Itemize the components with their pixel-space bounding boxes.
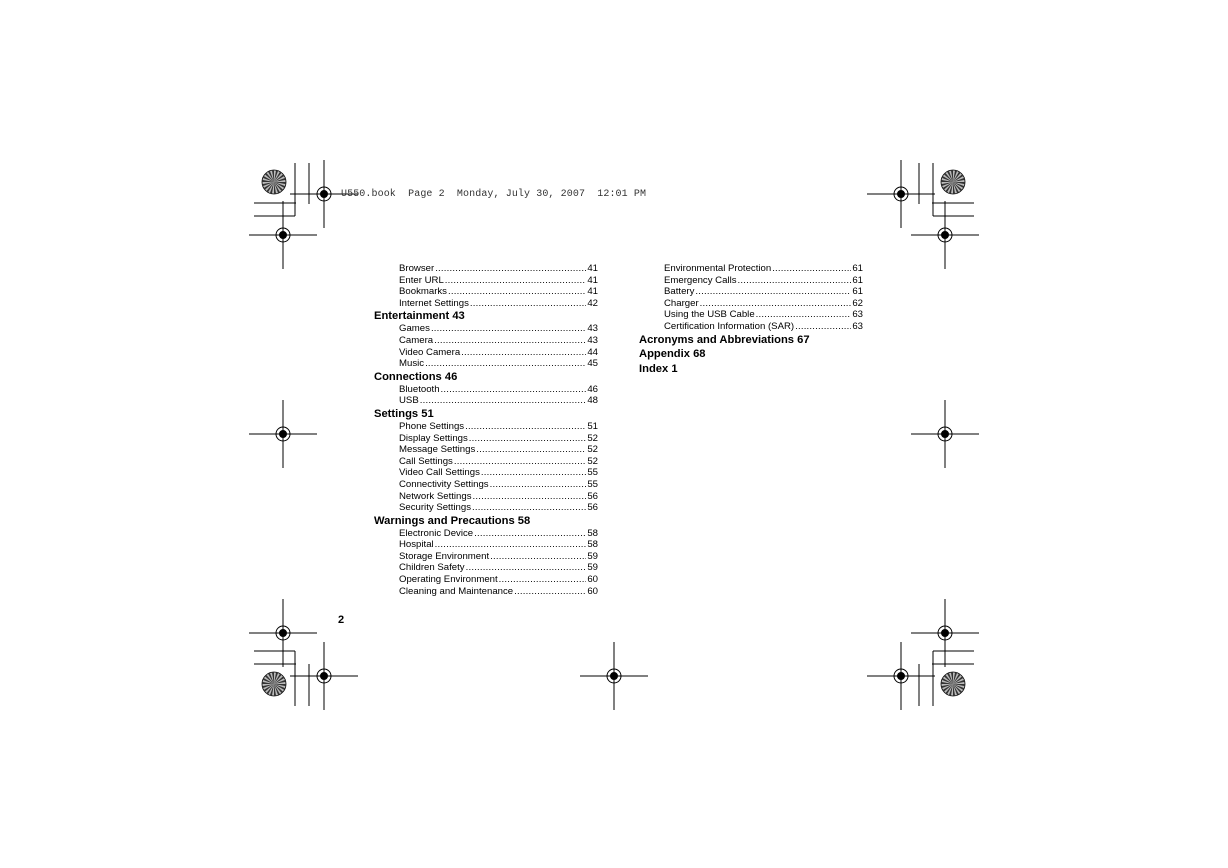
- toc-entry-title: Display Settings: [399, 432, 468, 444]
- toc-entry: [664, 275, 863, 287]
- toc-entry: [399, 323, 598, 335]
- dot-leader: [465, 421, 586, 433]
- dot-leader: [738, 275, 852, 287]
- registration-mark: [911, 400, 979, 468]
- print-slug: U550.book Page 2 Monday, July 30, 2007 12:01 PM: [341, 189, 647, 200]
- dot-leader: [466, 562, 587, 574]
- toc-entry: [399, 335, 598, 347]
- dot-leader: [469, 433, 587, 445]
- toc-entry-title: Cleaning and Maintenance: [399, 585, 514, 597]
- toc-entry-title: Call Settings: [399, 455, 453, 467]
- toc-entry-page: 45: [587, 358, 598, 370]
- dot-leader: [472, 502, 586, 514]
- toc-entry: [399, 275, 598, 287]
- star-target-mark: [262, 672, 286, 696]
- toc-entry-title: Enter URL: [399, 274, 444, 286]
- registration-mark: [249, 400, 317, 468]
- toc-section-heading: Warnings and Precautions 58: [374, 514, 531, 527]
- toc-entry-page: 41: [587, 263, 598, 274]
- toc-entry-title: Camera: [399, 334, 434, 346]
- dot-leader: [435, 263, 586, 275]
- registration-mark: [867, 642, 935, 710]
- toc-entry-page: 55: [587, 467, 598, 479]
- registration-mark: [911, 599, 979, 667]
- toc-group: [374, 323, 598, 369]
- registration-mark: [911, 201, 979, 269]
- toc-entry-page: 52: [587, 432, 598, 444]
- toc-entry: [399, 562, 598, 574]
- toc-entry-title: Children Safety: [399, 562, 465, 574]
- toc-section-heading: Entertainment 43: [374, 310, 465, 323]
- toc-entry-title: Bookmarks: [399, 286, 447, 298]
- registration-mark: [580, 642, 648, 710]
- toc-entry: [664, 263, 863, 275]
- toc-left-column: [374, 263, 598, 597]
- toc-entry-title: Video Call Settings: [399, 467, 480, 479]
- toc-entry-title: Video Camera: [399, 346, 461, 358]
- toc-group: [374, 263, 598, 309]
- toc-entry-page: 62: [852, 297, 863, 309]
- toc-right-column: [639, 263, 863, 376]
- toc-entry: [399, 444, 598, 456]
- toc-entry-title: Security Settings: [399, 502, 471, 514]
- dot-leader: [425, 358, 586, 370]
- dot-leader: [431, 323, 586, 335]
- toc-entry: [399, 456, 598, 468]
- toc-entry-title: Internet Settings: [399, 297, 469, 309]
- toc-section-heading: Appendix 68: [639, 348, 706, 361]
- toc-entry-title: Games: [399, 323, 430, 335]
- toc-entry-page: 46: [587, 383, 598, 395]
- toc-entry-page: 58: [587, 539, 598, 551]
- toc-entry: [399, 433, 598, 445]
- toc-section-heading: Index 1: [639, 362, 678, 375]
- dot-leader: [490, 479, 587, 491]
- dot-leader: [756, 309, 852, 321]
- toc-entry-title: Electronic Device: [399, 527, 474, 539]
- dot-leader: [514, 586, 586, 598]
- toc-entry-title: Connectivity Settings: [399, 478, 489, 490]
- toc-entry-page: 58: [587, 527, 598, 539]
- toc-entry-page: 51: [587, 420, 598, 432]
- toc-entry: [399, 551, 598, 563]
- toc-entry: [399, 384, 598, 396]
- toc-entry: [399, 263, 598, 275]
- toc-entry-title: Storage Environment: [399, 550, 490, 562]
- dot-leader: [454, 456, 586, 468]
- toc-entry-page: 61: [852, 263, 863, 274]
- toc-section-heading: Acronyms and Abbreviations 67: [639, 333, 810, 346]
- toc-entry-page: 43: [587, 323, 598, 335]
- dot-leader: [474, 528, 586, 540]
- dot-leader: [441, 384, 587, 396]
- toc-entry-title: Certification Information (SAR): [664, 320, 795, 332]
- toc-entry: [399, 421, 598, 433]
- toc-entry-page: 63: [852, 309, 863, 321]
- toc-entry-page: 56: [587, 502, 598, 514]
- toc-entry-title: Network Settings: [399, 490, 472, 502]
- toc-entry-title: Hospital: [399, 539, 434, 551]
- star-target-mark: [941, 170, 965, 194]
- dot-leader: [481, 467, 586, 479]
- toc-entry-page: 61: [852, 274, 863, 286]
- dot-leader: [490, 551, 586, 563]
- dot-leader: [448, 286, 586, 298]
- toc-entry-page: 60: [587, 574, 598, 586]
- toc-entry-page: 59: [587, 562, 598, 574]
- dot-leader: [772, 263, 851, 275]
- toc-entry-title: USB: [399, 395, 419, 407]
- toc-entry: [399, 491, 598, 503]
- toc-entry: [399, 358, 598, 370]
- registration-mark: [249, 599, 317, 667]
- toc-entry-page: 52: [587, 455, 598, 467]
- toc-entry: [399, 467, 598, 479]
- star-target-mark: [941, 672, 965, 696]
- dot-leader: [499, 574, 587, 586]
- dot-leader: [434, 335, 586, 347]
- toc-group: [374, 528, 598, 598]
- registration-mark: [249, 201, 317, 269]
- toc-section-heading: Settings 51: [374, 407, 434, 420]
- star-target-mark: [262, 170, 286, 194]
- page-number: 2: [338, 614, 345, 626]
- toc-entry-title: Using the USB Cable: [664, 309, 755, 321]
- toc-group: [374, 384, 598, 407]
- toc-entry-page: 55: [587, 478, 598, 490]
- toc-entry-title: Battery: [664, 286, 695, 298]
- toc-entry: [399, 586, 598, 598]
- toc-entry-page: 41: [587, 274, 598, 286]
- toc-entry: [664, 298, 863, 310]
- dot-leader: [695, 286, 851, 298]
- dot-leader: [445, 275, 587, 287]
- toc-entry: [399, 539, 598, 551]
- dot-leader: [476, 444, 586, 456]
- toc-entry: [399, 286, 598, 298]
- toc-entry-page: 41: [587, 286, 598, 298]
- toc-entry-page: 44: [587, 346, 598, 358]
- toc-entry-page: 56: [587, 490, 598, 502]
- toc-entry: [664, 309, 863, 321]
- toc-entry: [399, 347, 598, 359]
- toc-entry-page: 42: [587, 297, 598, 309]
- toc-entry-title: Charger: [664, 297, 699, 309]
- toc-entry-page: 52: [587, 444, 598, 456]
- dot-leader: [795, 321, 851, 333]
- registration-mark: [867, 160, 935, 228]
- toc-entry-title: Operating Environment: [399, 574, 498, 586]
- toc-entry-title: Browser: [399, 263, 435, 274]
- dot-leader: [700, 298, 852, 310]
- toc-entry: [399, 574, 598, 586]
- toc-entry: [399, 298, 598, 310]
- dot-leader: [420, 395, 587, 407]
- dot-leader: [473, 491, 587, 503]
- toc-section-heading: Connections 46: [374, 370, 458, 383]
- toc-group: [639, 263, 863, 333]
- dot-leader: [461, 347, 586, 359]
- toc-entry-page: 61: [852, 286, 863, 298]
- toc-entry-page: 43: [587, 334, 598, 346]
- toc-entry-page: 60: [587, 585, 598, 597]
- toc-entry-page: 48: [587, 395, 598, 407]
- toc-entry-title: Message Settings: [399, 444, 476, 456]
- registration-mark: [290, 642, 358, 710]
- toc-entry-title: Music: [399, 358, 425, 370]
- toc-entry: [399, 502, 598, 514]
- toc-entry: [664, 286, 863, 298]
- toc-entry-title: Bluetooth: [399, 383, 440, 395]
- toc-entry: [399, 395, 598, 407]
- toc-entry: [664, 321, 863, 333]
- toc-entry-page: 63: [852, 320, 863, 332]
- toc-group: [374, 421, 598, 514]
- dot-leader: [470, 298, 586, 310]
- dot-leader: [435, 539, 587, 551]
- toc-entry-title: Emergency Calls: [664, 274, 737, 286]
- toc-entry: [399, 528, 598, 540]
- toc-entry-page: 59: [587, 550, 598, 562]
- toc-entry-title: Phone Settings: [399, 420, 465, 432]
- toc-entry: [399, 479, 598, 491]
- toc-entry-title: Environmental Protection: [664, 263, 772, 274]
